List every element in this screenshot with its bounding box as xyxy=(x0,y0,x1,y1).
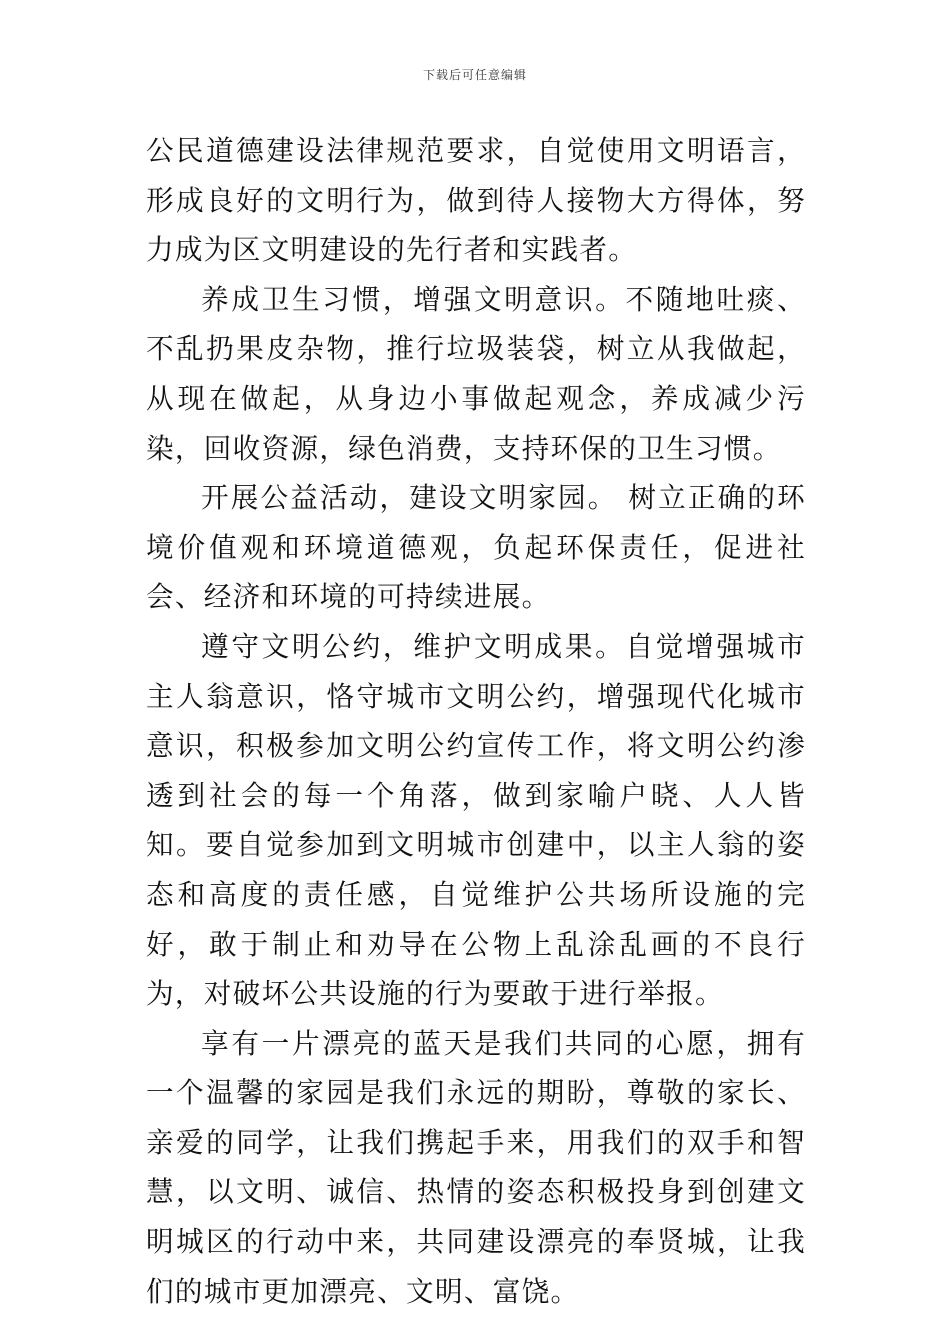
paragraph-5: 享有一片漂亮的蓝天是我们共同的心愿，拥有一个温馨的家园是我们永远的期盼，尊敬的家长、亲爱的同学，让我们携起手来，用我们的双手和智慧，以文明、诚信、热情的姿态积极投身到创建文明城区的行动中来，共同建设漂亮的奉贤城，让我们的城市更加漂亮、文明、富饶。 xyxy=(146,1026,806,1308)
page-header-note: 下载后可任意编辑 xyxy=(422,68,527,82)
paragraph-2: 养成卫生习惯，增强文明意识。不随地吐痰、不乱扔果皮杂物，推行垃圾装袋，树立从我做起，从现在做起，从身边小事做起观念，养成减少污染，回收资源，绿色消费，支持环保的卫生习惯。 xyxy=(146,282,806,465)
paragraph-1: 公民道德建设法律规范要求，自觉使用文明语言，形成良好的文明行为，做到待人接物大方得体，努力成为区文明建设的先行者和实践者。 xyxy=(146,134,806,267)
document-body xyxy=(146,126,806,1316)
paragraph-4: 遵守文明公约，维护文明成果。自觉增强城市主人翁意识，恪守城市文明公约，增强现代化城市意识，积极参加文明公约宣传工作，将文明公约渗透到社会的每一个角落，做到家喻户晓、人人皆知。要自觉参加到文明城市创建中，以主人翁的姿态和高度的责任感，自觉维护公共场所设施的完好，敢于制止和劝导在公物上乱涂乱画的不良行为，对破坏公共设施的行为要敢于进行举报。 xyxy=(146,629,806,1011)
paragraph-3: 开展公益活动，建设文明家园。 树立正确的环境价值观和环境道德观，负起环保责任，促进社会、经济和环境的可持续进展。 xyxy=(146,481,806,614)
